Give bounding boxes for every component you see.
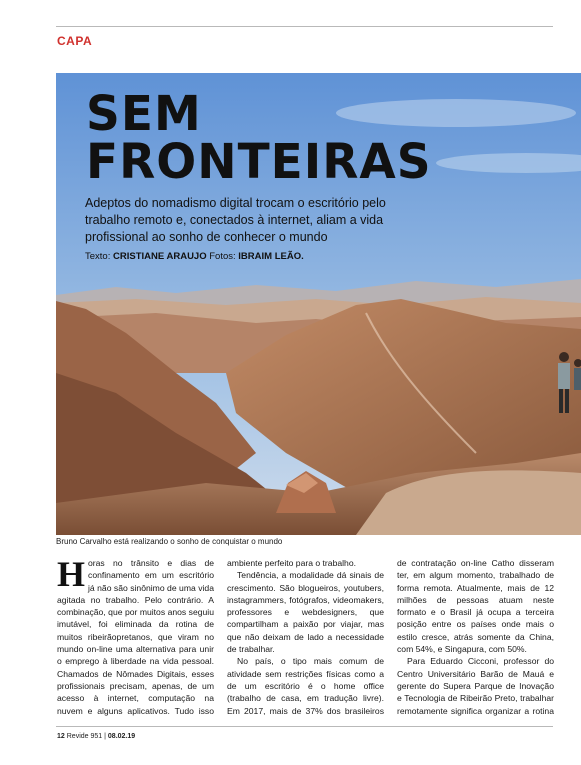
byline bbox=[85, 251, 304, 262]
magazine-issue: Revide 951 bbox=[66, 733, 103, 740]
hero-photo bbox=[56, 73, 581, 535]
body-paragraph: oras no trânsito e dias de confinamento em um escritório já não são sinônimo de uma vida agitada no trabalho. Pelo contrário. A combinação, que por muitos anos seguiu imutável, foi eliminada da rotina de muitos ribeirãopretanos, que viram no mundo on-line uma alternativa para unir o emprego à liberdade na vida pessoal. Chamados de Nômades Digitais, esses profissionais precisam, apenas, de um acesso à internet, computação na nuvem e alguns aplicativos. Tudo isso bbox=[57, 558, 214, 716]
article-headline bbox=[86, 85, 566, 191]
headline-line-2: FRONTEIRAS bbox=[86, 133, 432, 191]
body-column-1 bbox=[57, 557, 214, 717]
bottom-divider bbox=[56, 726, 553, 727]
body-paragraph: ambiente perfeito para o trabalho. bbox=[227, 558, 356, 568]
page-footer bbox=[57, 733, 135, 740]
text-credit-label: Texto: bbox=[85, 251, 111, 262]
body-column-2 bbox=[227, 557, 384, 717]
body-paragraph: No país, o tipo mais comum de atividade sem restrições físicas como a de um escritório é o home office (trabalho de casa, em tradução livre). Em 2017, mais de 37% dos brasileiros bbox=[227, 656, 384, 716]
hiker-figure-2 bbox=[574, 359, 581, 390]
photo-credit-label: Fotos: bbox=[209, 251, 236, 262]
text-author: CRISTIANE ARAUJO bbox=[113, 251, 207, 262]
section-label: CAPA bbox=[57, 34, 93, 48]
photo-author: IBRAIM LEÃO. bbox=[238, 251, 304, 262]
photo-caption: Bruno Carvalho está realizando o sonho de conquistar o mundo bbox=[56, 537, 283, 546]
issue-date: 08.02.19 bbox=[107, 733, 136, 740]
body-paragraph: de contratação on-line Catho disseram ter, em algum momento, trabalhado de forma remota. Atualmente, mais de 12 milhões de pessoas atuam neste formato e o Brasil já ocupa a terceira posição entre os países onde mais o estilo cresce, atrás somente da China, com 54%, e Singapura, com 50%. bbox=[397, 558, 554, 655]
body-paragraph: Para Eduardo Cicconi, professor do Centro Universitário Barão de Mauá e gerente do Supera Parque de Inovação e Tecnologia de Ribeirão Preto, trabalhar remotamente significa organizar a rotina bbox=[397, 656, 554, 716]
footer-separator: | bbox=[104, 733, 106, 740]
headline-line-1: SEM bbox=[86, 85, 202, 143]
article-deck: Adeptos do nomadismo digital trocam o escritório pelo trabalho remoto e, conectados à internet, aliam a vida profissional ao sonho de conhecer o mundo bbox=[85, 196, 386, 244]
body-column-3 bbox=[397, 557, 554, 717]
body-paragraph: Tendência, a modalidade dá sinais de crescimento. São blogueiros, youtubers, instagrammers, fotógrafos, videomakers, professores e webdesigners, que compartilham a paixão por viajar, mas que não deixam de lado a necessidade de trabalhar. bbox=[227, 570, 384, 655]
drop-cap: H bbox=[57, 557, 86, 594]
top-divider bbox=[56, 26, 553, 27]
page-number: 12 bbox=[57, 733, 65, 740]
